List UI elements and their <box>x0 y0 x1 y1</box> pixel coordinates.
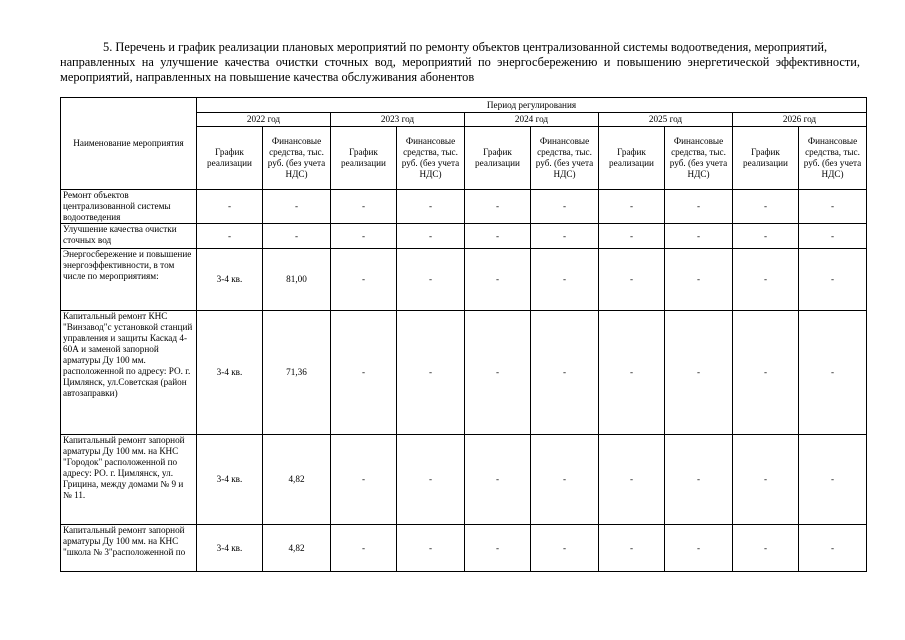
cell: - <box>799 190 867 224</box>
plan-table <box>60 97 867 572</box>
cell: - <box>665 190 733 224</box>
cell: - <box>799 525 867 572</box>
cell: - <box>197 224 263 249</box>
finance-subheader: Финансовые средства, тыс. руб. (без учета НДС) <box>665 127 733 190</box>
cell: - <box>465 435 531 525</box>
year-header: 2026 год <box>733 113 867 127</box>
year-header: 2025 год <box>599 113 733 127</box>
cell: - <box>665 525 733 572</box>
cell: 81,00 <box>263 249 331 311</box>
schedule-subheader: График реализации <box>599 127 665 190</box>
cell: - <box>665 311 733 435</box>
cell: 4,82 <box>263 435 331 525</box>
cell: - <box>733 249 799 311</box>
cell: - <box>397 190 465 224</box>
cell: - <box>665 435 733 525</box>
cell: - <box>465 525 531 572</box>
cell: - <box>263 190 331 224</box>
cell: - <box>531 435 599 525</box>
period-header: Период регулирования <box>197 98 867 113</box>
cell: - <box>331 435 397 525</box>
table-row <box>61 435 867 525</box>
row-name: Ремонт объектов централизованной системы водоотведения <box>61 190 197 224</box>
cell: - <box>397 435 465 525</box>
cell: - <box>465 224 531 249</box>
table-row <box>61 249 867 311</box>
cell: 3-4 кв. <box>197 311 263 435</box>
cell: - <box>799 249 867 311</box>
cell: - <box>397 224 465 249</box>
cell: - <box>733 435 799 525</box>
row-name: Капитальный ремонт КНС "Винзавод"с установкой станций управления и защиты Каскад 4-60А и заменой запорной арматуры Ду 100 мм. расположенной по адресу: РО. г. Цимлянск, ул.Советская (район автозаправки) <box>61 311 197 435</box>
cell: - <box>331 249 397 311</box>
cell: - <box>465 249 531 311</box>
cell: - <box>465 311 531 435</box>
finance-subheader: Финансовые средства, тыс. руб. (без учета НДС) <box>263 127 331 190</box>
cell: - <box>599 249 665 311</box>
column-header-name: Наименование мероприятия <box>61 98 197 190</box>
heading-line-3: мероприятий, направленных на повышение качества обслуживания абонентов <box>60 70 475 84</box>
table-row <box>61 224 867 249</box>
schedule-subheader: График реализации <box>465 127 531 190</box>
row-name: Энергосбережение и повышение энергоэффективности, в том числе по мероприятиям: <box>61 249 197 311</box>
row-name: Капитальный ремонт запорной арматуры Ду 100 мм. на КНС "Городок" расположенной по адресу: РО. г. Цимлянск, ул. Грицина, между домами № 9 и № 11. <box>61 435 197 525</box>
schedule-subheader: График реализации <box>331 127 397 190</box>
cell: - <box>531 190 599 224</box>
cell: - <box>733 311 799 435</box>
section-heading <box>60 40 860 85</box>
cell: - <box>733 224 799 249</box>
cell: - <box>263 224 331 249</box>
cell: - <box>331 190 397 224</box>
cell: - <box>799 224 867 249</box>
cell: - <box>531 311 599 435</box>
cell: - <box>599 435 665 525</box>
finance-subheader: Финансовые средства, тыс. руб. (без учета НДС) <box>799 127 867 190</box>
cell: - <box>733 525 799 572</box>
cell: 3-4 кв. <box>197 525 263 572</box>
cell: - <box>799 311 867 435</box>
cell: - <box>531 249 599 311</box>
cell: - <box>599 311 665 435</box>
heading-line-1: 5. Перечень и график реализации плановых мероприятий по ремонту объектов централизованной системы водоотведения, мероприятий, <box>103 40 828 54</box>
row-name: Капитальный ремонт запорной арматуры Ду 100 мм. на КНС "школа № 3"расположенной по <box>61 525 197 572</box>
cell: - <box>531 224 599 249</box>
finance-subheader: Финансовые средства, тыс. руб. (без учета НДС) <box>397 127 465 190</box>
year-header: 2023 год <box>331 113 465 127</box>
cell: - <box>599 224 665 249</box>
schedule-subheader: График реализации <box>733 127 799 190</box>
cell: - <box>599 190 665 224</box>
table-row <box>61 190 867 224</box>
cell: - <box>531 525 599 572</box>
cell: 4,82 <box>263 525 331 572</box>
table-row <box>61 525 867 572</box>
cell: - <box>397 311 465 435</box>
cell: - <box>397 525 465 572</box>
heading-line-2: направленных на улучшение качества очистки сточных вод, мероприятий по энергосбережению и повышению энергетической эффективности, <box>60 55 860 69</box>
cell: - <box>331 224 397 249</box>
cell: - <box>397 249 465 311</box>
cell: - <box>465 190 531 224</box>
cell: - <box>197 190 263 224</box>
year-header: 2024 год <box>465 113 599 127</box>
cell: - <box>331 311 397 435</box>
cell: - <box>799 435 867 525</box>
cell: - <box>733 190 799 224</box>
year-header: 2022 год <box>197 113 331 127</box>
schedule-subheader: График реализации <box>197 127 263 190</box>
table-row <box>61 311 867 435</box>
cell: - <box>665 249 733 311</box>
cell: - <box>331 525 397 572</box>
row-name: Улучшение качества очистки сточных вод <box>61 224 197 249</box>
cell: 3-4 кв. <box>197 249 263 311</box>
cell: 3-4 кв. <box>197 435 263 525</box>
cell: - <box>665 224 733 249</box>
finance-subheader: Финансовые средства, тыс. руб. (без учета НДС) <box>531 127 599 190</box>
cell: 71,36 <box>263 311 331 435</box>
cell: - <box>599 525 665 572</box>
